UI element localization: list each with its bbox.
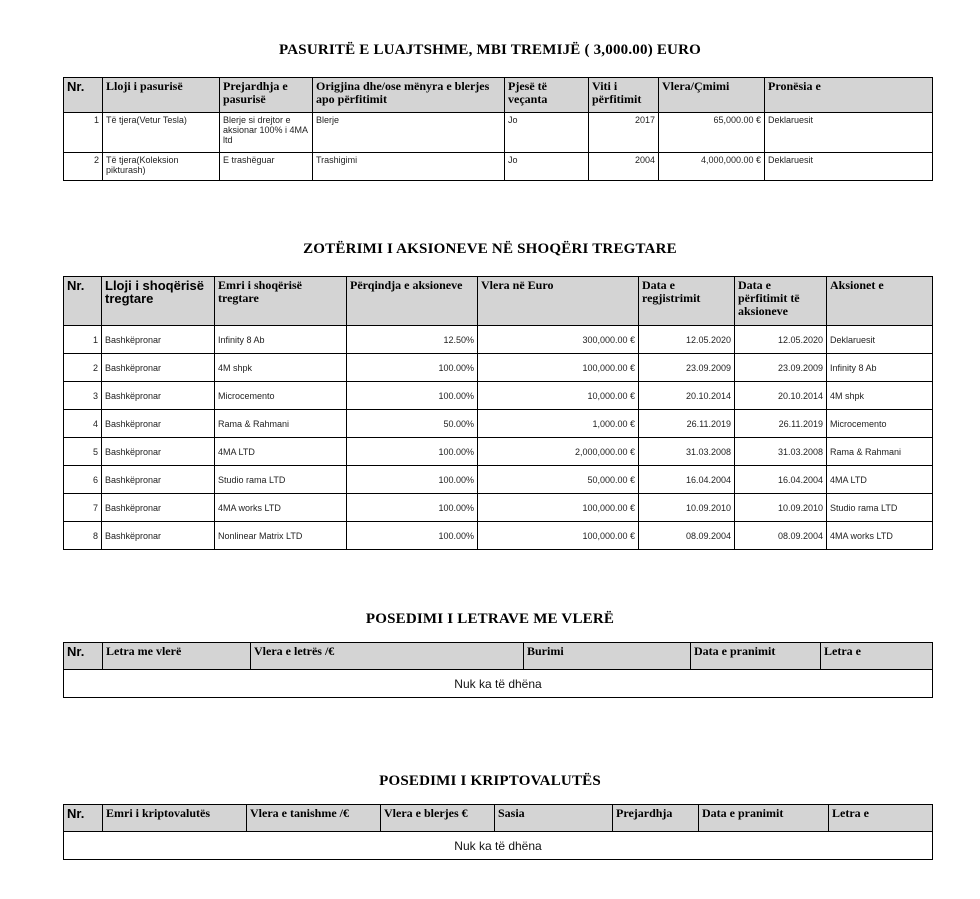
- cell-shares-of: Microcemento: [827, 410, 933, 438]
- table-row: [64, 466, 933, 494]
- cell-nr: 1: [64, 326, 102, 354]
- cell-registration-date: 12.05.2020: [639, 326, 735, 354]
- cell-share-percent: 100.00%: [347, 522, 478, 550]
- table-row: [64, 113, 933, 153]
- cell-type: Të tjera(Koleksion pikturash): [103, 153, 220, 181]
- cell-company-name: Nonlinear Matrix LTD: [215, 522, 347, 550]
- header-cell: Emri i kriptovalutës: [103, 805, 247, 832]
- table-row: [64, 153, 933, 181]
- cell-share-percent: 100.00%: [347, 438, 478, 466]
- cell-special: Jo: [505, 113, 589, 153]
- cell-shares-of: 4MA works LTD: [827, 522, 933, 550]
- cell-company-type: Bashkëpronar: [102, 382, 215, 410]
- shares-title: ZOTËRIMI I AKSIONEVE NË SHOQËRI TREGTARE: [303, 241, 677, 257]
- table-row: [64, 382, 933, 410]
- cell-acquisition-date: 20.10.2014: [735, 382, 827, 410]
- cell-shares-of: 4M shpk: [827, 382, 933, 410]
- cell-acquisition-date: 10.09.2010: [735, 494, 827, 522]
- cell-company-type: Bashkëpronar: [102, 522, 215, 550]
- empty-row: [64, 670, 933, 698]
- cell-registration-date: 20.10.2014: [639, 382, 735, 410]
- header-cell: Vlera e blerjes €: [381, 805, 495, 832]
- cell-company-type: Bashkëpronar: [102, 438, 215, 466]
- table-row: [64, 494, 933, 522]
- header-cell: Data e pranimit: [691, 643, 821, 670]
- cell-acquisition-date: 26.11.2019: [735, 410, 827, 438]
- header-cell: Vlera e letrës /€: [251, 643, 524, 670]
- table-row: [64, 522, 933, 550]
- cell-value-euro: 100,000.00 €: [478, 494, 639, 522]
- empty-row: [64, 832, 933, 860]
- header-cell: Data e pranimit: [699, 805, 829, 832]
- header-cell: Data e regjistrimit: [639, 277, 735, 326]
- cell-acquisition-date: 23.09.2009: [735, 354, 827, 382]
- movable-assets-table: [63, 77, 933, 181]
- cell-value-euro: 10,000.00 €: [478, 382, 639, 410]
- header-cell: Viti i përfitimit: [589, 78, 659, 113]
- header-cell: Nr.: [64, 643, 103, 670]
- cell-registration-date: 10.09.2010: [639, 494, 735, 522]
- cell-registration-date: 08.09.2004: [639, 522, 735, 550]
- cell-owner: Deklaruesit: [765, 113, 933, 153]
- header-cell: Vlera e tanishme /€: [247, 805, 381, 832]
- empty-message: Nuk ka të dhëna: [64, 832, 933, 860]
- header-cell: Emri i shoqërisë tregtare: [215, 277, 347, 326]
- cell-value: 4,000,000.00 €: [659, 153, 765, 181]
- header-cell: Nr.: [64, 805, 103, 832]
- header-cell: Burimi: [524, 643, 691, 670]
- cell-company-name: Studio rama LTD: [215, 466, 347, 494]
- cell-value-euro: 300,000.00 €: [478, 326, 639, 354]
- table-row: [64, 354, 933, 382]
- cell-company-name: 4M shpk: [215, 354, 347, 382]
- cell-origin: Blerje si drejtor e aksionar 100% i 4MA ltd: [220, 113, 313, 153]
- table-header-row: [64, 805, 933, 832]
- cell-registration-date: 31.03.2008: [639, 438, 735, 466]
- header-cell: Data e përfitimit të aksioneve: [735, 277, 827, 326]
- securities-title: POSEDIMI I LETRAVE ME VLERË: [365, 611, 615, 627]
- cell-nr: 8: [64, 522, 102, 550]
- cell-company-name: Microcemento: [215, 382, 347, 410]
- cell-company-type: Bashkëpronar: [102, 466, 215, 494]
- cell-share-percent: 50.00%: [347, 410, 478, 438]
- header-cell: Lloji i pasurisë: [103, 78, 220, 113]
- cell-company-name: Rama & Rahmani: [215, 410, 347, 438]
- header-cell: Vlera/Çmimi: [659, 78, 765, 113]
- cell-company-name: Infinity 8 Ab: [215, 326, 347, 354]
- header-cell: Përqindja e aksioneve: [347, 277, 478, 326]
- cell-nr: 2: [64, 153, 103, 181]
- cell-shares-of: 4MA LTD: [827, 466, 933, 494]
- cell-nr: 5: [64, 438, 102, 466]
- cell-acquisition-date: 16.04.2004: [735, 466, 827, 494]
- cell-value-euro: 50,000.00 €: [478, 466, 639, 494]
- cell-registration-date: 26.11.2019: [639, 410, 735, 438]
- header-cell: Prejardhja e pasurisë: [220, 78, 313, 113]
- cell-share-percent: 100.00%: [347, 382, 478, 410]
- cell-nr: 2: [64, 354, 102, 382]
- cell-registration-date: 16.04.2004: [639, 466, 735, 494]
- cell-year: 2017: [589, 113, 659, 153]
- cell-nr: 6: [64, 466, 102, 494]
- cell-year: 2004: [589, 153, 659, 181]
- header-cell: Pjesë të veçanta: [505, 78, 589, 113]
- table-header-row: [64, 78, 933, 113]
- header-cell: Vlera në Euro: [478, 277, 639, 326]
- cell-shares-of: Rama & Rahmani: [827, 438, 933, 466]
- cell-nr: 3: [64, 382, 102, 410]
- cell-special: Jo: [505, 153, 589, 181]
- cell-value: 65,000.00 €: [659, 113, 765, 153]
- cell-nr: 7: [64, 494, 102, 522]
- cell-shares-of: Deklaruesit: [827, 326, 933, 354]
- crypto-table: [63, 804, 933, 860]
- securities-table: [63, 642, 933, 698]
- cell-share-percent: 100.00%: [347, 354, 478, 382]
- cell-acquisition-date: 12.05.2020: [735, 326, 827, 354]
- cell-company-name: 4MA LTD: [215, 438, 347, 466]
- header-cell: Letra e: [821, 643, 933, 670]
- crypto-title: POSEDIMI I KRIPTOVALUTËS: [379, 773, 601, 789]
- header-cell: Nr.: [64, 277, 102, 326]
- table-row: [64, 438, 933, 466]
- header-cell: Origjina dhe/ose mënyra e blerjes apo përfitimit: [313, 78, 505, 113]
- table-row: [64, 410, 933, 438]
- cell-method: Blerje: [313, 113, 505, 153]
- cell-value-euro: 1,000.00 €: [478, 410, 639, 438]
- cell-nr: 1: [64, 113, 103, 153]
- table-header-row: [64, 643, 933, 670]
- movable-assets-title: PASURITË E LUAJTSHME, MBI TREMIJË ( 3,000.00) EURO: [279, 42, 701, 58]
- cell-company-type: Bashkëpronar: [102, 354, 215, 382]
- header-cell: Nr.: [64, 78, 103, 113]
- empty-message: Nuk ka të dhëna: [64, 670, 933, 698]
- cell-type: Të tjera(Vetur Tesla): [103, 113, 220, 153]
- header-cell: Prejardhja: [613, 805, 699, 832]
- cell-owner: Deklaruesit: [765, 153, 933, 181]
- cell-share-percent: 100.00%: [347, 494, 478, 522]
- table-row: [64, 326, 933, 354]
- cell-company-type: Bashkëpronar: [102, 410, 215, 438]
- cell-share-percent: 100.00%: [347, 466, 478, 494]
- header-cell: Aksionet e: [827, 277, 933, 326]
- cell-value-euro: 2,000,000.00 €: [478, 438, 639, 466]
- header-cell: Sasia: [495, 805, 613, 832]
- cell-acquisition-date: 08.09.2004: [735, 522, 827, 550]
- table-header-row: [64, 277, 933, 326]
- cell-company-type: Bashkëpronar: [102, 494, 215, 522]
- cell-company-name: 4MA works LTD: [215, 494, 347, 522]
- cell-nr: 4: [64, 410, 102, 438]
- header-cell: Pronësia e: [765, 78, 933, 113]
- cell-value-euro: 100,000.00 €: [478, 522, 639, 550]
- cell-registration-date: 23.09.2009: [639, 354, 735, 382]
- cell-origin: E trashëguar: [220, 153, 313, 181]
- cell-company-type: Bashkëpronar: [102, 326, 215, 354]
- cell-method: Trashigimi: [313, 153, 505, 181]
- header-cell: Lloji i shoqërisë tregtare: [102, 277, 215, 326]
- cell-shares-of: Infinity 8 Ab: [827, 354, 933, 382]
- cell-value-euro: 100,000.00 €: [478, 354, 639, 382]
- header-cell: Letra e: [829, 805, 933, 832]
- shares-table: [63, 276, 933, 550]
- cell-share-percent: 12.50%: [347, 326, 478, 354]
- cell-acquisition-date: 31.03.2008: [735, 438, 827, 466]
- header-cell: Letra me vlerë: [103, 643, 251, 670]
- cell-shares-of: Studio rama LTD: [827, 494, 933, 522]
